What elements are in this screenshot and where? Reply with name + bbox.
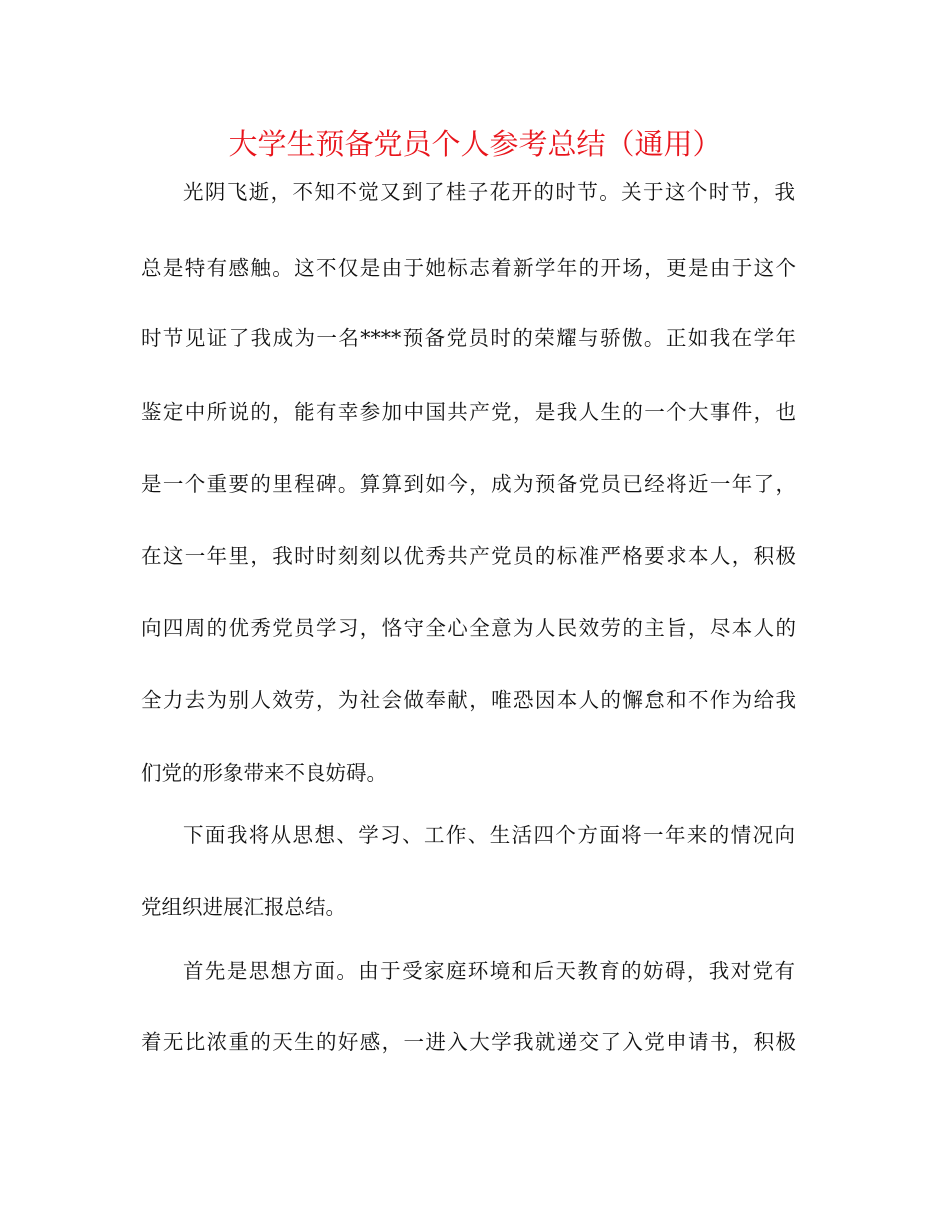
paragraph-line: 光阴飞逝，不知不觉又到了桂子花开的时节。关于这个时节，我 [183, 180, 795, 204]
paragraph-line: 全力去为别人效劳，为社会做奉献，唯恐因本人的懈怠和不作为给我 [141, 688, 796, 712]
paragraph-line: 在这一年里，我时时刻刻以优秀共产党员的标准严格要求本人，积极 [141, 544, 796, 568]
paragraph-line: 是一个重要的里程碑。算算到如今，成为预备党员已经将近一年了， [141, 472, 796, 496]
document-title: 大学生预备党员个人参考总结（通用） [228, 127, 722, 161]
paragraph-line: 着无比浓重的天生的好感，一进入大学我就递交了入党申请书，积极 [141, 1030, 796, 1054]
paragraph-line: 向四周的优秀党员学习，恪守全心全意为人民效劳的主旨，尽本人的 [141, 616, 796, 640]
paragraph-line: 首先是思想方面。由于受家庭环境和后天教育的妨碍，我对党有 [183, 959, 795, 983]
paragraph-line: 们党的形象带来不良妨碍。 [141, 761, 387, 785]
paragraph-line: 时节见证了我成为一名****预备党员时的荣耀与骄傲。正如我在学年 [141, 326, 796, 350]
paragraph-line: 鉴定中所说的，能有幸参加中国共产党，是我人生的一个大事件，也 [141, 400, 796, 424]
paragraph-line: 党组织进展汇报总结。 [141, 895, 346, 919]
paragraph-line: 总是特有感触。这不仅是由于她标志着新学年的开场，更是由于这个 [141, 256, 796, 280]
paragraph-line: 下面我将从思想、学习、工作、生活四个方面将一年来的情况向 [183, 823, 795, 847]
